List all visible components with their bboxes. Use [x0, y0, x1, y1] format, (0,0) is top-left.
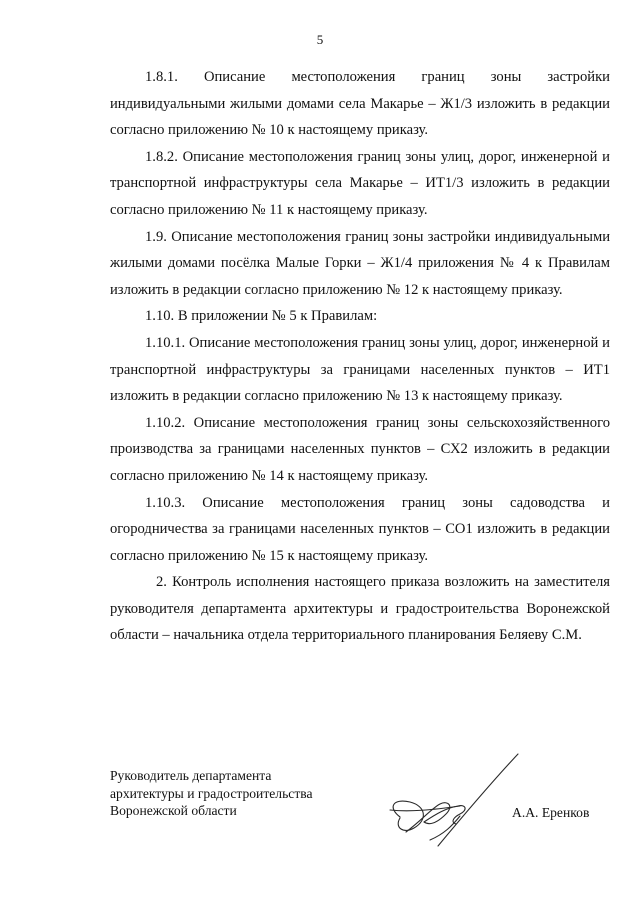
- paragraph-1-10: 1.10. В приложении № 5 к Правилам:: [145, 308, 378, 325]
- document-body: [110, 64, 610, 649]
- signatory-title-line-3: Воронежской области: [110, 803, 237, 819]
- paragraph-1-10-3: 1.10.3. Описание местоположения границ зоны садоводства и огородничества за границами населенных пунктов – СО1 изложить в редакции согласно приложению № 15 к настоящему приказу.: [110, 494, 610, 564]
- signatory-title-line-2: архитектуры и градостроительства: [110, 785, 313, 801]
- signatory-title: [110, 767, 370, 820]
- paragraph-1-10-1: 1.10.1. Описание местоположения границ зоны улиц, дорог, инженерной и транспортной инфраструктуры за границами населенных пунктов – ИТ1 изложить в редакции согласно приложению № 13 к настоящему приказу.: [110, 334, 610, 405]
- paragraph-1-10-2: 1.10.2. Описание местоположения границ зоны сельскохозяйственного производства за границами населенных пунктов – СХ2 изложить в редакции согласно приложению № 14 к настоящему приказу.: [110, 414, 610, 484]
- paragraph-1-9: 1.9. Описание местоположения границ зоны застройки индивидуальными жилыми домами посёлка Малые Горки – Ж1/4 приложения № 4 к Правилам изложить в редакции согласно приложению № 12 к настоящему приказу.: [110, 228, 610, 298]
- paragraph-1-8-1: 1.8.1. Описание местоположения границ зоны застройки индивидуальными жилыми домами села Макарье – Ж1/3 изложить в редакции согласно приложению № 10 к настоящему приказу.: [110, 69, 610, 139]
- paragraph-1-8-2: 1.8.2. Описание местоположения границ зоны улиц, дорог, инженерной и транспортной инфраструктуры села Макарье – ИТ1/3 изложить в редакции согласно приложению № 11 к настоящему приказу.: [110, 148, 610, 218]
- paragraph-2: 2. Контроль исполнения настоящего приказа возложить на заместителя руководителя департамента архитектуры и градостроительства Воронежской области – начальника отдела территориального планирования Беляеву С.М.: [110, 574, 610, 644]
- signatory-title-line-1: Руководитель департамента: [110, 768, 272, 783]
- signer-name: А.А. Еренков: [512, 805, 590, 820]
- page-number: 5: [316, 32, 324, 47]
- handwritten-signature: [370, 742, 550, 862]
